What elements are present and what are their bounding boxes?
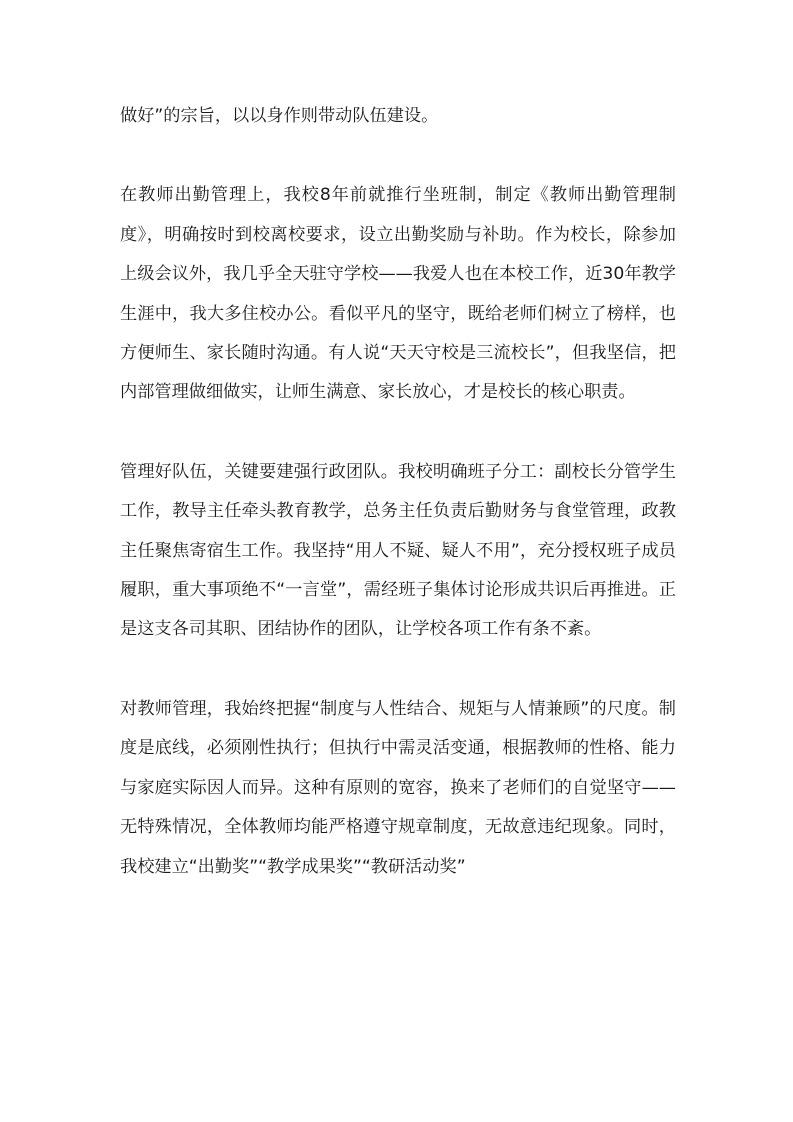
paragraph-1: 做好”的宗旨，以以身作则带动队伍建设。	[120, 106, 439, 126]
paragraph-3: 管理好队伍，关键要建强行政团队。我校明确班子分工：副校长分管学生工作，教导主任牵头教育教学，总务主任负责后勤财务与食堂管理，政教主任聚焦寄宿生工作。我坚持“用人不疑、疑人不用”，充分授权班子成员履职，重大事项绝不“一言堂”，需经班子集体讨论形成共识后再推进。正是这支各司其职、团结协作的团队，让学校各项工作有条不紊。	[120, 461, 676, 640]
document-body	[120, 97, 676, 887]
paragraph-2: 在教师出勤管理上，我校8年前就推行坐班制，制定《教师出勤管理制度》，明确按时到校离校要求，设立出勤奖励与补助。作为校长，除参加上级会议外，我几乎全天驻守学校——我爱人也在本校工作，近30年教学生涯中，我大多住校办公。看似平凡的坚守，既给老师们树立了榜样，也方便师生、家长随时沟通。有人说“天天守校是三流校长”，但我坚信，把内部管理做细做实，让师生满意、家长放心，才是校长的核心职责。	[120, 185, 676, 403]
paragraph-4: 对教师管理，我始终把握“制度与人性结合、规矩与人情兼顾”的尺度。制度是底线，必须刚性执行；但执行中需灵活变通，根据教师的性格、能力与家庭实际因人而异。这种有原则的宽容，换来了老师们的自觉坚守——无特殊情况，全体教师均能严格遵守规章制度，无故意违纪现象。同时，我校建立“出勤奖”“教学成果奖”“教研活动奖”	[120, 698, 676, 877]
